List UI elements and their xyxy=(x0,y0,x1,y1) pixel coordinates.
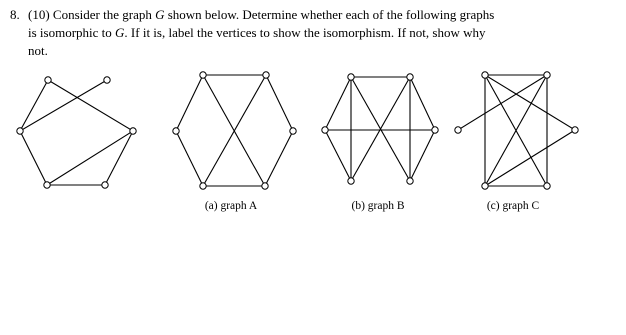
problem-text-1b: shown below. Determine whether each of the following graphs xyxy=(164,7,495,22)
graph-a-edge xyxy=(176,131,203,186)
graph-g xyxy=(17,77,136,188)
graph-b-edge xyxy=(325,77,351,130)
graph-b-edge xyxy=(325,130,351,181)
graph-g-edge xyxy=(47,131,133,185)
caption-graph-c: (c) graph C xyxy=(486,200,540,212)
graph-c-vertex xyxy=(455,127,461,133)
graph-b-vertex xyxy=(348,74,354,80)
graph-g-vertex xyxy=(104,77,110,83)
graph-b-vertex xyxy=(432,127,438,133)
graph-b-edge xyxy=(410,130,435,181)
graph-c xyxy=(455,72,578,189)
graph-c-edge xyxy=(485,75,575,130)
caption-graph-b: (b) graph B xyxy=(351,200,405,212)
graph-g-vertex xyxy=(130,128,136,134)
graph-b-edge xyxy=(410,77,435,130)
graph-a-vertex xyxy=(290,128,296,134)
graph-symbol: G xyxy=(155,7,165,22)
graph-a-vertex xyxy=(173,128,179,134)
graph-c-vertex xyxy=(544,183,550,189)
graph-g-vertex xyxy=(17,128,23,134)
problem-number: 8. xyxy=(10,7,20,22)
problem-line-3: not. xyxy=(28,43,48,58)
graph-g-vertex xyxy=(44,182,50,188)
graph-g-edge xyxy=(20,80,107,131)
graph-a-vertex xyxy=(262,183,268,189)
graph-c-edge xyxy=(485,130,575,186)
problem-text-1a: Consider the graph xyxy=(52,7,156,22)
graph-b-vertex xyxy=(322,127,328,133)
graph-a-vertex xyxy=(200,72,206,78)
graph-c-vertex xyxy=(482,183,488,189)
problem-points: (10) xyxy=(28,7,50,22)
graph-b-vertex xyxy=(348,178,354,184)
graph-g-vertex xyxy=(102,182,108,188)
graph-a-edge xyxy=(265,131,293,186)
problem-text-2b: . If it is, label the vertices to show the isomorphism. If not, show why xyxy=(124,25,486,40)
graph-a-edge xyxy=(266,75,293,131)
graph-c-vertex xyxy=(482,72,488,78)
graph-b xyxy=(322,74,438,184)
graph-g-vertex xyxy=(45,77,51,83)
graph-b-vertex xyxy=(407,74,413,80)
graph-c-edge xyxy=(458,75,547,130)
graph-a-edge xyxy=(176,75,203,131)
graph-symbol: G xyxy=(115,25,125,40)
graph-g-edge xyxy=(48,80,133,131)
graph-a-vertex xyxy=(263,72,269,78)
caption-graph-a: (a) graph A xyxy=(204,200,258,212)
problem-text-2a: is isomorphic to xyxy=(28,25,116,40)
graph-g-edge xyxy=(20,131,47,185)
graph-c-vertex xyxy=(544,72,550,78)
graph-g-edge xyxy=(105,131,133,185)
graph-c-vertex xyxy=(572,127,578,133)
graph-b-vertex xyxy=(407,178,413,184)
graph-a xyxy=(173,72,296,189)
graph-a-vertex xyxy=(200,183,206,189)
